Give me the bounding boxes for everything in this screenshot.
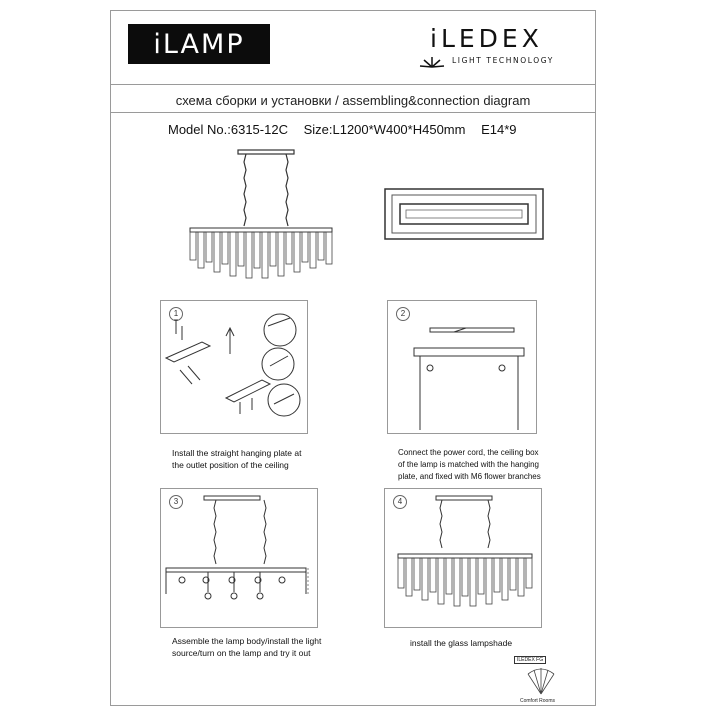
step-4-caption-line1: install the glass lampshade [410, 638, 513, 648]
step-2-illustration [410, 326, 530, 434]
step-3-illustration [162, 494, 318, 626]
sun-rays-icon [418, 54, 446, 68]
chandelier-top-view [384, 188, 544, 240]
step-2-caption-line1: Connect the power cord, the ceiling box [398, 448, 539, 457]
step-1-illustration [166, 314, 304, 424]
step-3-number: 3 [169, 495, 183, 509]
step-1-number: 1 [169, 307, 183, 321]
header-rule [110, 84, 596, 85]
spec-line [168, 122, 529, 137]
certificate-label: ILEDEX FG [514, 656, 546, 664]
certificate-brand: Comfort Rooms [520, 698, 556, 704]
step-2-caption-line2: of the lamp is matched with the hanging [398, 460, 539, 469]
lamp-spec: E14*9 [481, 122, 517, 137]
step-4-illustration [396, 494, 536, 626]
iledex-tagline: LIGHT TECHNOLOGY [452, 56, 554, 65]
chandelier-front-view [186, 148, 336, 290]
diagram-title: схема сборки и установки / assembling&connection diagram [175, 93, 531, 108]
step-2-caption [398, 447, 541, 483]
certificate-emblem-icon [524, 666, 558, 696]
step-4-number: 4 [393, 495, 407, 509]
ilamp-logo: iLAMP [128, 24, 270, 64]
step-4-caption [410, 637, 512, 649]
iledex-logo [418, 24, 580, 70]
step-2-number: 2 [396, 307, 410, 321]
step-3-caption-line2: source/turn on the lamp and try it out [172, 648, 311, 658]
step-1-caption-line2: the outlet position of the ceiling [172, 460, 289, 470]
size-spec: Size:L1200*W400*H450mm [303, 122, 466, 137]
step-3-caption-line1: Assemble the lamp body/install the light [172, 636, 322, 646]
step-2-caption-line3: plate, and fixed with M6 flower branches [398, 472, 541, 481]
step-3-caption [172, 635, 321, 659]
model-number: Model No.:6315-12C [168, 122, 288, 137]
step-1-caption [172, 447, 301, 471]
iledex-wordmark: iLEDEX [430, 24, 543, 53]
title-rule [110, 112, 596, 113]
step-1-caption-line1: Install the straight hanging plate at [172, 448, 302, 458]
